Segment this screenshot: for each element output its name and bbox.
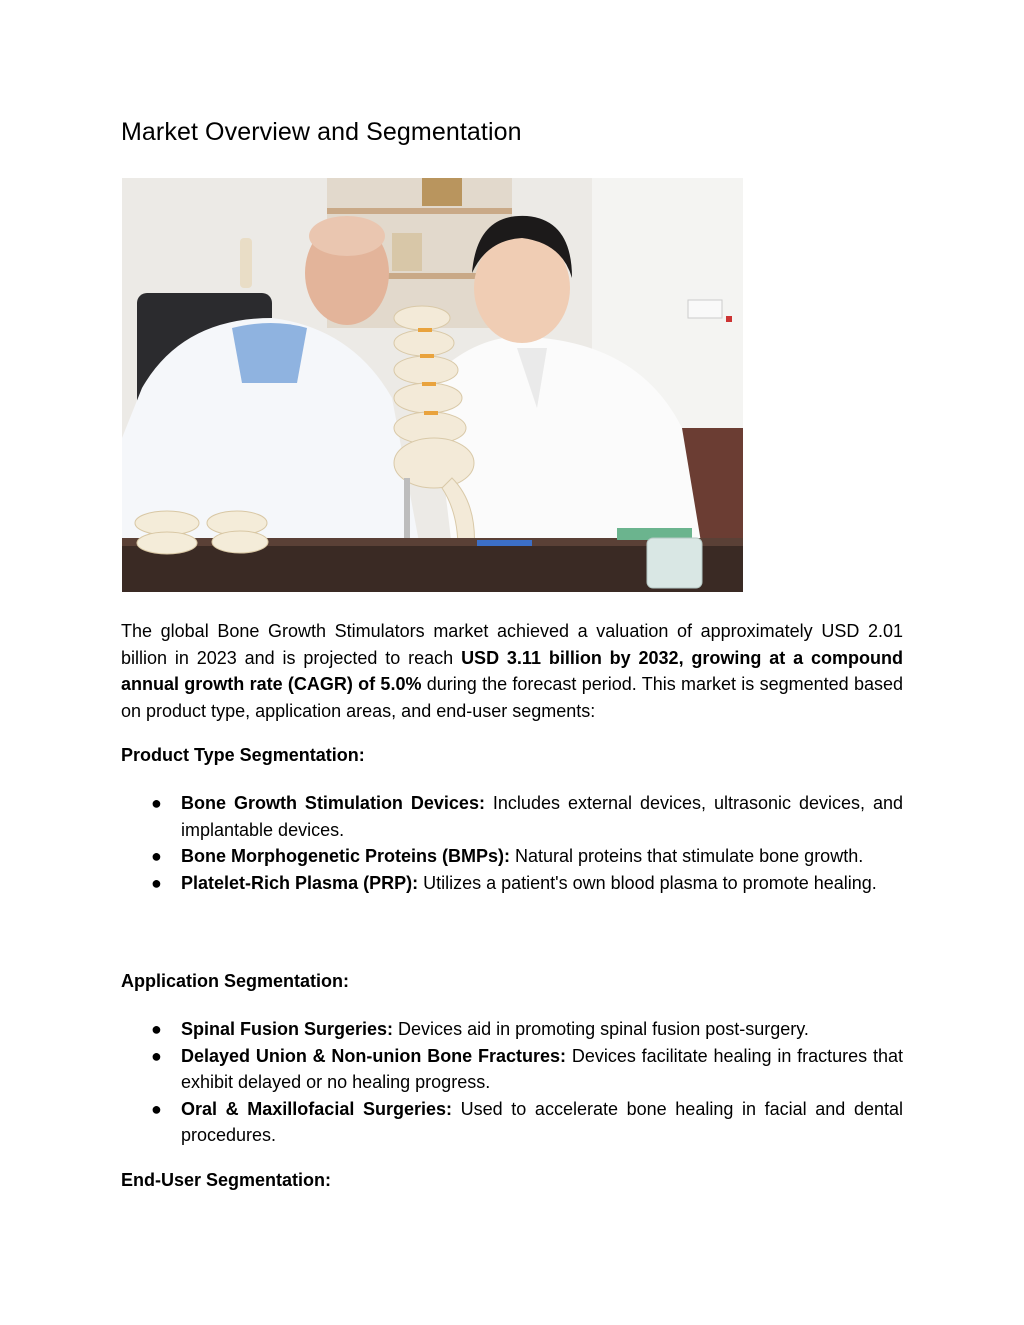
bullet-icon: ● bbox=[151, 872, 162, 893]
product-type-list bbox=[121, 790, 903, 896]
bullet-icon: ● bbox=[151, 846, 162, 866]
list-item-term: Oral & Maxillofacial Surgeries: bbox=[181, 1098, 452, 1119]
list-item bbox=[121, 1096, 903, 1149]
list-item bbox=[121, 843, 903, 870]
list-item bbox=[121, 1016, 903, 1043]
list-item-term: Bone Morphogenetic Proteins (BMPs): bbox=[181, 846, 511, 866]
bullet-icon: ● bbox=[151, 1045, 162, 1066]
application-heading: Application Segmentation: bbox=[121, 971, 350, 991]
intro-text-2: during the forecast period. This market is segmented based on product type, application areas, and end-user segments: bbox=[121, 674, 903, 721]
intro-text-1: The global Bone Growth Stimulators market achieved a valuation of approximately USD 2.01 billion in 2023 and is projected to reach bbox=[121, 621, 903, 668]
application-list bbox=[121, 1016, 903, 1149]
list-item-desc: Devices aid in promoting spinal fusion post-surgery. bbox=[393, 1019, 809, 1039]
intro-bold-text: USD 3.11 billion by 2032, growing at a compound annual growth rate (CAGR) of 5.0% bbox=[121, 647, 903, 694]
list-item bbox=[121, 870, 903, 897]
list-item-term: Delayed Union & Non-union Bone Fractures: bbox=[181, 1045, 567, 1066]
list-item bbox=[121, 790, 903, 843]
list-item-term: Bone Growth Stimulation Devices: bbox=[181, 793, 485, 813]
end-user-heading: End-User Segmentation: bbox=[121, 1170, 332, 1190]
list-item-desc: Utilizes a patient's own blood plasma to promote healing. bbox=[418, 872, 877, 893]
page-title: Market Overview and Segmentation bbox=[121, 118, 522, 146]
list-item-desc: Includes external devices, ultrasonic devices, and implantable devices. bbox=[181, 793, 903, 840]
product-type-heading: Product Type Segmentation: bbox=[121, 745, 365, 765]
list-item-term: Spinal Fusion Surgeries: bbox=[181, 1019, 394, 1039]
bullet-icon: ● bbox=[151, 1019, 162, 1039]
intro-paragraph bbox=[121, 618, 903, 724]
bullet-icon: ● bbox=[151, 793, 162, 813]
bullet-icon: ● bbox=[151, 1098, 162, 1119]
list-item-desc: Natural proteins that stimulate bone growth. bbox=[510, 846, 864, 866]
list-item-desc: Devices facilitate healing in fractures that exhibit delayed or no healing progress. bbox=[181, 1045, 903, 1092]
list-item-term: Platelet-Rich Plasma (PRP): bbox=[181, 872, 419, 893]
doctors-spine-model-photo bbox=[122, 178, 743, 592]
list-item-desc: Used to accelerate bone healing in facial and dental procedures. bbox=[181, 1098, 903, 1145]
list-item bbox=[121, 1043, 903, 1096]
